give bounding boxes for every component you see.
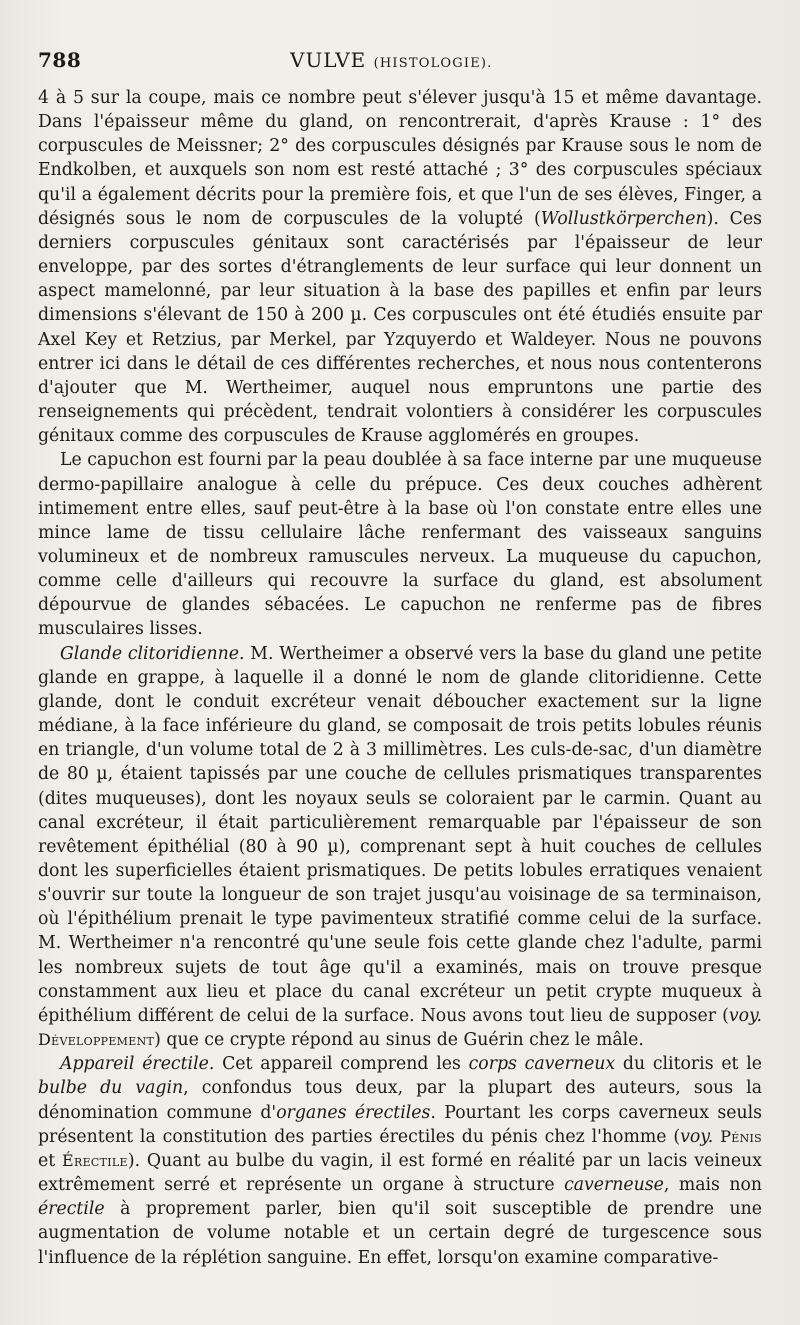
text-run: organes érectiles — [276, 1102, 431, 1123]
paragraph — [38, 448, 762, 641]
text-run: du clitoris et le — [615, 1054, 763, 1075]
text-run: ) que ce crypte répond au sinus de Guérin chez le mâle. — [154, 1030, 644, 1051]
running-title — [290, 48, 493, 72]
text-run: érectile — [38, 1199, 105, 1220]
text-run: et — [38, 1150, 63, 1171]
text-run: Cet appareil comprend les — [214, 1054, 469, 1075]
text-run: Érectile — [62, 1150, 128, 1170]
text-run: corps caverneux — [468, 1054, 616, 1075]
running-title-subtitle: (HISTOLOGIE). — [373, 56, 493, 71]
running-header — [38, 44, 762, 86]
text-run: voy. — [680, 1126, 714, 1147]
paragraph — [38, 86, 762, 448]
text-run: 4 à 5 sur la coupe, mais ce nombre peut s'élever jusqu'à 15 et même davantage. Dans l'épaisseur même du gland, on rencontrerait, d'après Krause : 1° des corpuscules de Meissner; 2° des corpuscules désignés par Krause sous le nom de Endkolben, et auxquels son nom est resté attaché ; 3° des corpuscules spéciaux qu'il a également décrits pour la première fois, et que l'un de ses élèves, Finger, a désignés sous le nom de corpuscules de la volupté ( — [38, 88, 762, 229]
text-run: M. Wertheimer a observé vers la base du gland une petite glande en grappe, à laquelle il a donné le nom de glande clitoridienne. Cette glande, dont le conduit excréteur venait déboucher exactement sur la ligne médiane, à la face inférieure du gland, se composait de trois petits lobules réunis en triangle, d'un volume total de 2 à 3 millimètres. Les culs-de-sac, d'un diamètre de 80 µ, étaient tapissés par une couche de cellules prismatiques transparentes (dites muqueuses), dont les noyaux seuls se coloraient par le carmin. Quant au canal excréteur, il était particulièrement remarquable par l'épaisseur de son revêtement épithélial (80 à 90 µ), comprenant sept à huit couches de cellules dont les superficielles étaient prismatiques. De petits lobules erratiques venaient s'ouvrir sur toute la longueur de son trajet jusqu'au voisinage de sa terminaison, où l'épithélium prenait le type pavimenteux stratifié comme celui de la surface. M. Wertheimer n'a rencontré qu'une seule fois cette glande chez l'adulte, parmi les nombreux sujets de tout âge qu'il a examinés, mais on trouve presque constamment aux lieu et place du canal excréteur un petit crypte muqueux à épithélium différent de celui de la surface. Nous avons tout lieu de supposer ( — [38, 643, 762, 1026]
paragraph — [38, 1052, 762, 1269]
text-run: ). Quant au bulbe du vagin, il est formé en réalité par un lacis veineux extrêmement serré et représente un organe à structure — [38, 1150, 762, 1196]
text-run: . Pourtant les corps caverneux seuls présentent la constitution des parties érectiles du pénis chez l'homme ( — [38, 1102, 762, 1147]
text-run: Développement — [38, 1030, 155, 1050]
text-run: bulbe du vagin — [38, 1078, 184, 1099]
running-title-main: VULVE — [290, 48, 367, 72]
text-run: , mais non — [663, 1175, 763, 1196]
text-run: Appareil érectile. — [60, 1054, 215, 1075]
text-run: , confondus tous deux, par la plupart des auteurs, sous la dénomination commune d' — [38, 1078, 762, 1123]
body-text — [38, 86, 762, 1270]
text-run: voy. — [728, 1005, 762, 1026]
paragraph — [38, 642, 762, 1053]
text-run: Wollustkörperchen — [540, 208, 707, 229]
text-run: Le capuchon est fourni par la peau doublée à sa face interne par une muqueuse dermo-papillaire analogue à celle du prépuce. Ces deux couches adhèrent intimement entre elles, sauf peut-être à la base où l'on constate entre elles une mince lame de tissu cellulaire lâche renfermant des vaisseaux sanguins volumineux et de nombreux ramuscules nerveux. La muqueuse du capuchon, comme celle d'ailleurs qui recouvre la surface du gland, est absolument dépourvue de glandes sébacées. Le capuchon ne renferme pas de fibres musculaires lisses. — [38, 450, 762, 640]
text-run: Glande clitoridienne. — [60, 643, 245, 664]
page-number: 788 — [38, 48, 82, 72]
text-run: à proprement parler, bien qu'il soit susceptible de prendre une augmentation de volume notable et un certain degré de turgescence sous l'influence de la réplétion sanguine. En effet, lorsqu'on examine comparative- — [38, 1199, 762, 1268]
text-run: Pénis — [720, 1126, 762, 1146]
text-run: caverneuse — [564, 1175, 664, 1196]
text-run: ). Ces derniers corpuscules génitaux sont caractérisés par l'épaisseur de leur enveloppe, par des sortes d'étranglements de leur surface qui leur donnent un aspect mamelonné, par leur situation à la base des papilles et enfin par leurs dimensions s'élevant de 150 à 200 µ. Ces corpuscules ont été étudiés ensuite par Axel Key et Retzius, par Merkel, par Yzquyerdo et Waldeyer. Nous ne pouvons entrer ici dans le détail de ces différentes recherches, et nous nous contenterons d'ajouter que M. Wertheimer, auquel nous empruntons une partie des renseignements qui précèdent, tendrait volontiers à considérer les corpuscules génitaux comme des corpuscules de Krause agglomérés en groupes. — [38, 208, 762, 447]
